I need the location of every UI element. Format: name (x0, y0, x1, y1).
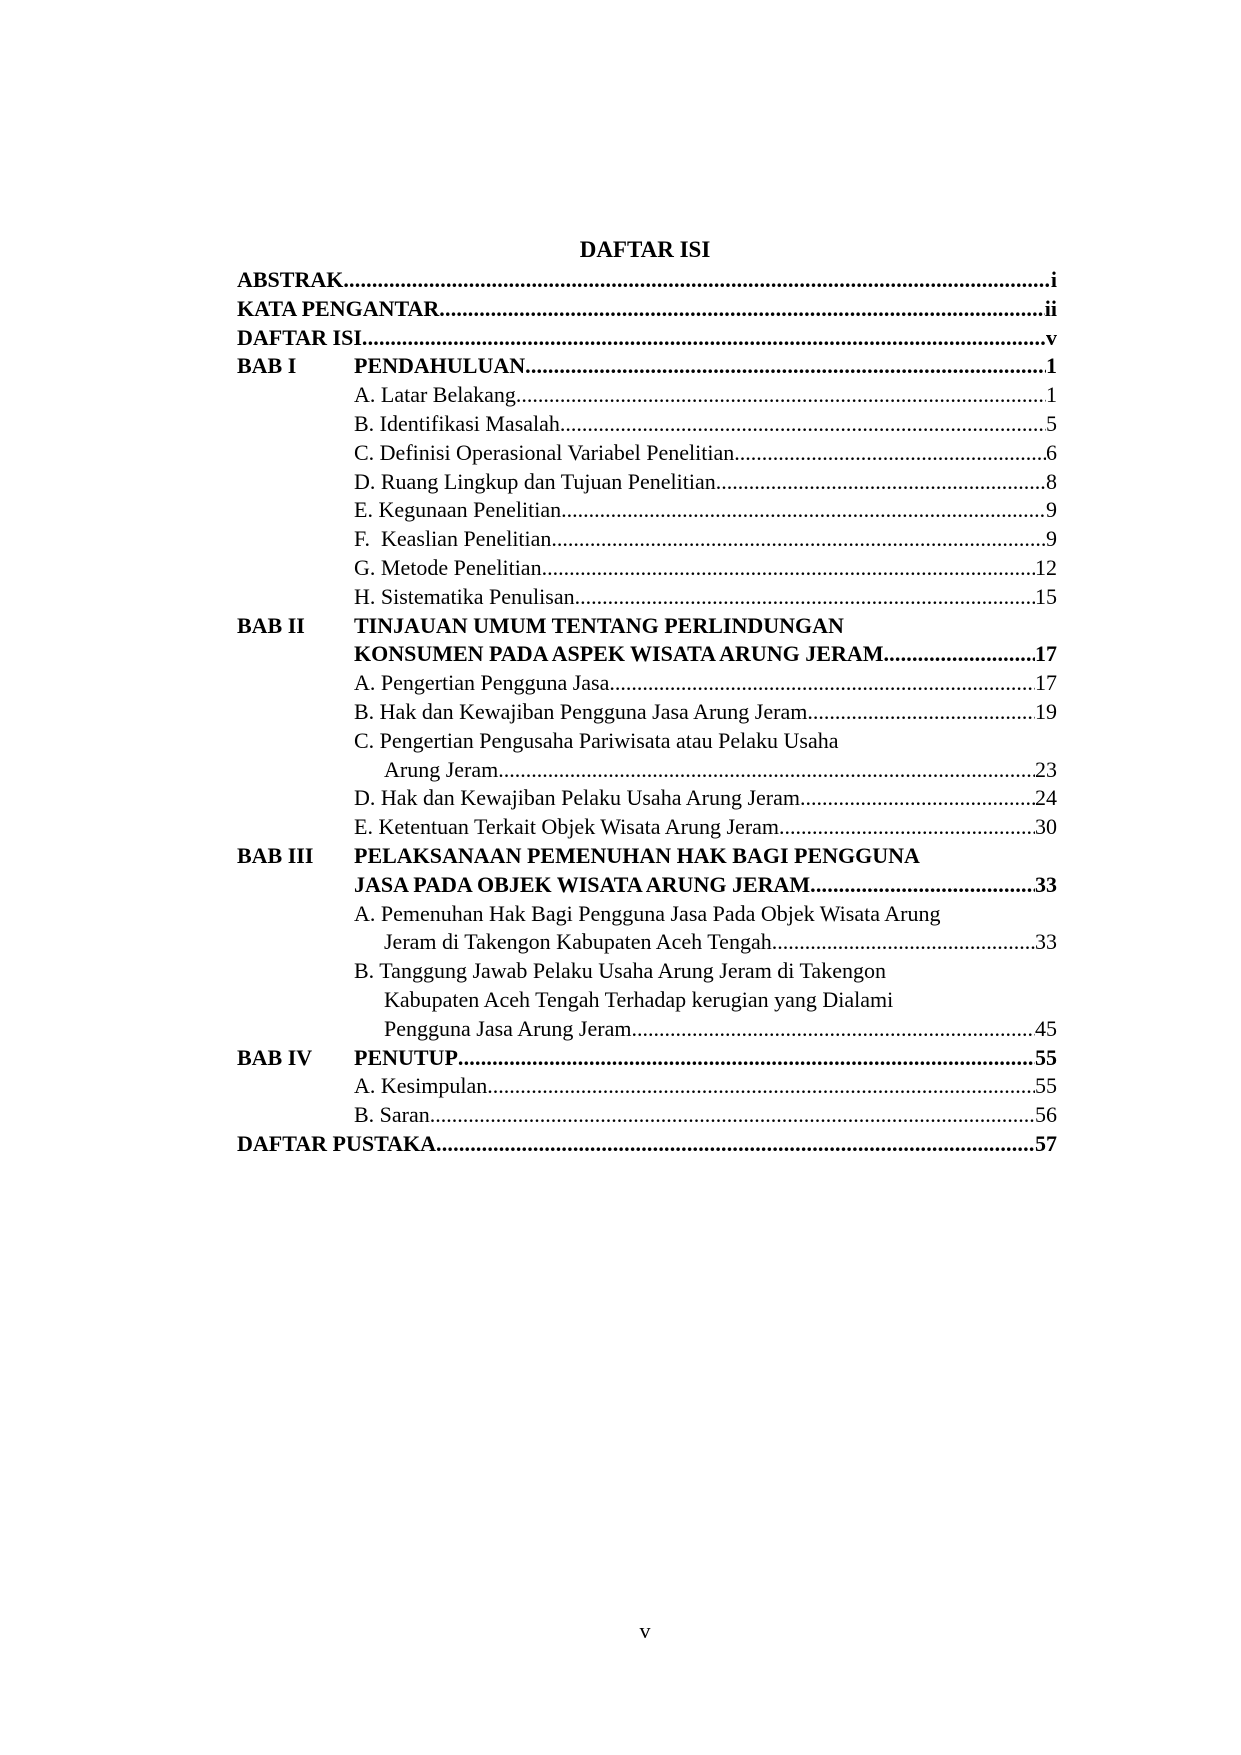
toc-subentry[interactable]: A. Latar Belakang ..... 1 (237, 381, 1057, 410)
toc-subentry[interactable]: B. Saran ..... 56 (237, 1101, 1057, 1130)
page-number: v (639, 1618, 651, 1643)
toc-chapter-bab-1[interactable] (237, 352, 1057, 381)
toc-chapter-bab-2[interactable] (237, 612, 1057, 641)
toc-subentry[interactable]: F. Keaslian Penelitian ..... 9 (237, 525, 1057, 554)
toc-entry-label: ABSTRAK (237, 267, 344, 292)
table-of-contents (237, 266, 1057, 1159)
toc-subentry[interactable]: A. Kesimpulan ..... 55 (237, 1072, 1057, 1101)
toc-page-number: 17 (1035, 641, 1057, 667)
chapter-title-line-1: PELAKSANAAN PEMENUHAN HAK BAGI PENGGUNA (354, 842, 920, 868)
toc-chapter-bab-3[interactable] (237, 842, 1057, 871)
toc-subentry[interactable]: B. Hak dan Kewajiban Pengguna Jasa Arung Jeram ..... 19 (237, 698, 1057, 727)
toc-page-number: 57 (1035, 1130, 1057, 1156)
toc-subentry[interactable]: E. Kegunaan Penelitian ..... 9 (237, 496, 1057, 525)
toc-subentry-cont[interactable]: Jeram di Takengon Kabupaten Aceh Tengah ..... 33 (237, 928, 1057, 957)
toc-chapter-bab-3-cont[interactable] (237, 871, 1057, 900)
chapter-title: PENUTUP (354, 1044, 458, 1070)
toc-subentry[interactable]: A. Pemenuhan Hak Bagi Pengguna Jasa Pada Objek Wisata Arung (354, 900, 941, 926)
toc-subentry[interactable]: C. Pengertian Pengusaha Pariwisata atau Pelaku Usaha (354, 727, 839, 753)
chapter-number: BAB III (237, 842, 314, 868)
toc-page-number: 55 (1035, 1044, 1057, 1070)
toc-subentry[interactable]: E. Ketentuan Terkait Objek Wisata Arung Jeram ..... 30 (237, 813, 1057, 842)
toc-page-number: i (1050, 267, 1057, 292)
toc-subentry[interactable]: D. Ruang Lingkup dan Tujuan Penelitian ..... 8 (237, 468, 1057, 497)
chapter-title: PENDAHULUAN (354, 353, 526, 379)
toc-subentry[interactable]: A. Pengertian Pengguna Jasa ..... 17 (237, 669, 1057, 698)
toc-entry-abstrak[interactable] (237, 266, 1057, 295)
chapter-number: BAB II (237, 612, 305, 638)
chapter-title-line-2: JASA PADA OBJEK WISATA ARUNG JERAM (354, 871, 811, 897)
toc-subentry[interactable]: H. Sistematika Penulisan ..... 15 (237, 583, 1057, 612)
toc-subentry-cont[interactable]: Kabupaten Aceh Tengah Terhadap kerugian yang Dialami (384, 986, 894, 1012)
toc-subentry[interactable]: B. Identifikasi Masalah ..... 5 (237, 410, 1057, 439)
toc-subentry-cont[interactable]: Arung Jeram ..... 23 (237, 756, 1057, 785)
toc-page-number: 33 (1035, 871, 1057, 897)
toc-chapter-bab-4[interactable] (237, 1044, 1057, 1073)
toc-page-number: 1 (1046, 353, 1057, 379)
chapter-number: BAB IV (237, 1044, 313, 1070)
toc-chapter-bab-2-cont[interactable] (237, 640, 1057, 669)
chapter-title-line-2: KONSUMEN PADA ASPEK WISATA ARUNG JERAM (354, 641, 884, 667)
toc-subentry[interactable]: C. Definisi Operasional Variabel Penelitian ..... 6 (237, 439, 1057, 468)
toc-subentry-cont[interactable]: Pengguna Jasa Arung Jeram ..... 45 (237, 1015, 1057, 1044)
toc-entry-label: DAFTAR ISI (237, 324, 362, 350)
toc-subentry[interactable]: B. Tanggung Jawab Pelaku Usaha Arung Jeram di Takengon (354, 958, 886, 984)
toc-subentry[interactable]: G. Metode Penelitian ..... 12 (237, 554, 1057, 583)
chapter-number: BAB I (237, 353, 297, 379)
toc-subentry[interactable]: D. Hak dan Kewajiban Pelaku Usaha Arung Jeram ..... 24 (237, 784, 1057, 813)
toc-entry-daftar-isi[interactable] (237, 324, 1057, 353)
toc-page-number: ii (1044, 295, 1057, 321)
toc-entry-label: DAFTAR PUSTAKA (237, 1130, 437, 1156)
chapter-title-line-1: TINJAUAN UMUM TENTANG PERLINDUNGAN (354, 612, 844, 638)
toc-entry-daftar-pustaka[interactable] (237, 1130, 1057, 1159)
page-title: DAFTAR ISI (579, 237, 711, 262)
toc-entry-label: KATA PENGANTAR (237, 295, 440, 321)
toc-entry-kata-pengantar[interactable] (237, 295, 1057, 324)
toc-page-number: v (1046, 324, 1057, 350)
